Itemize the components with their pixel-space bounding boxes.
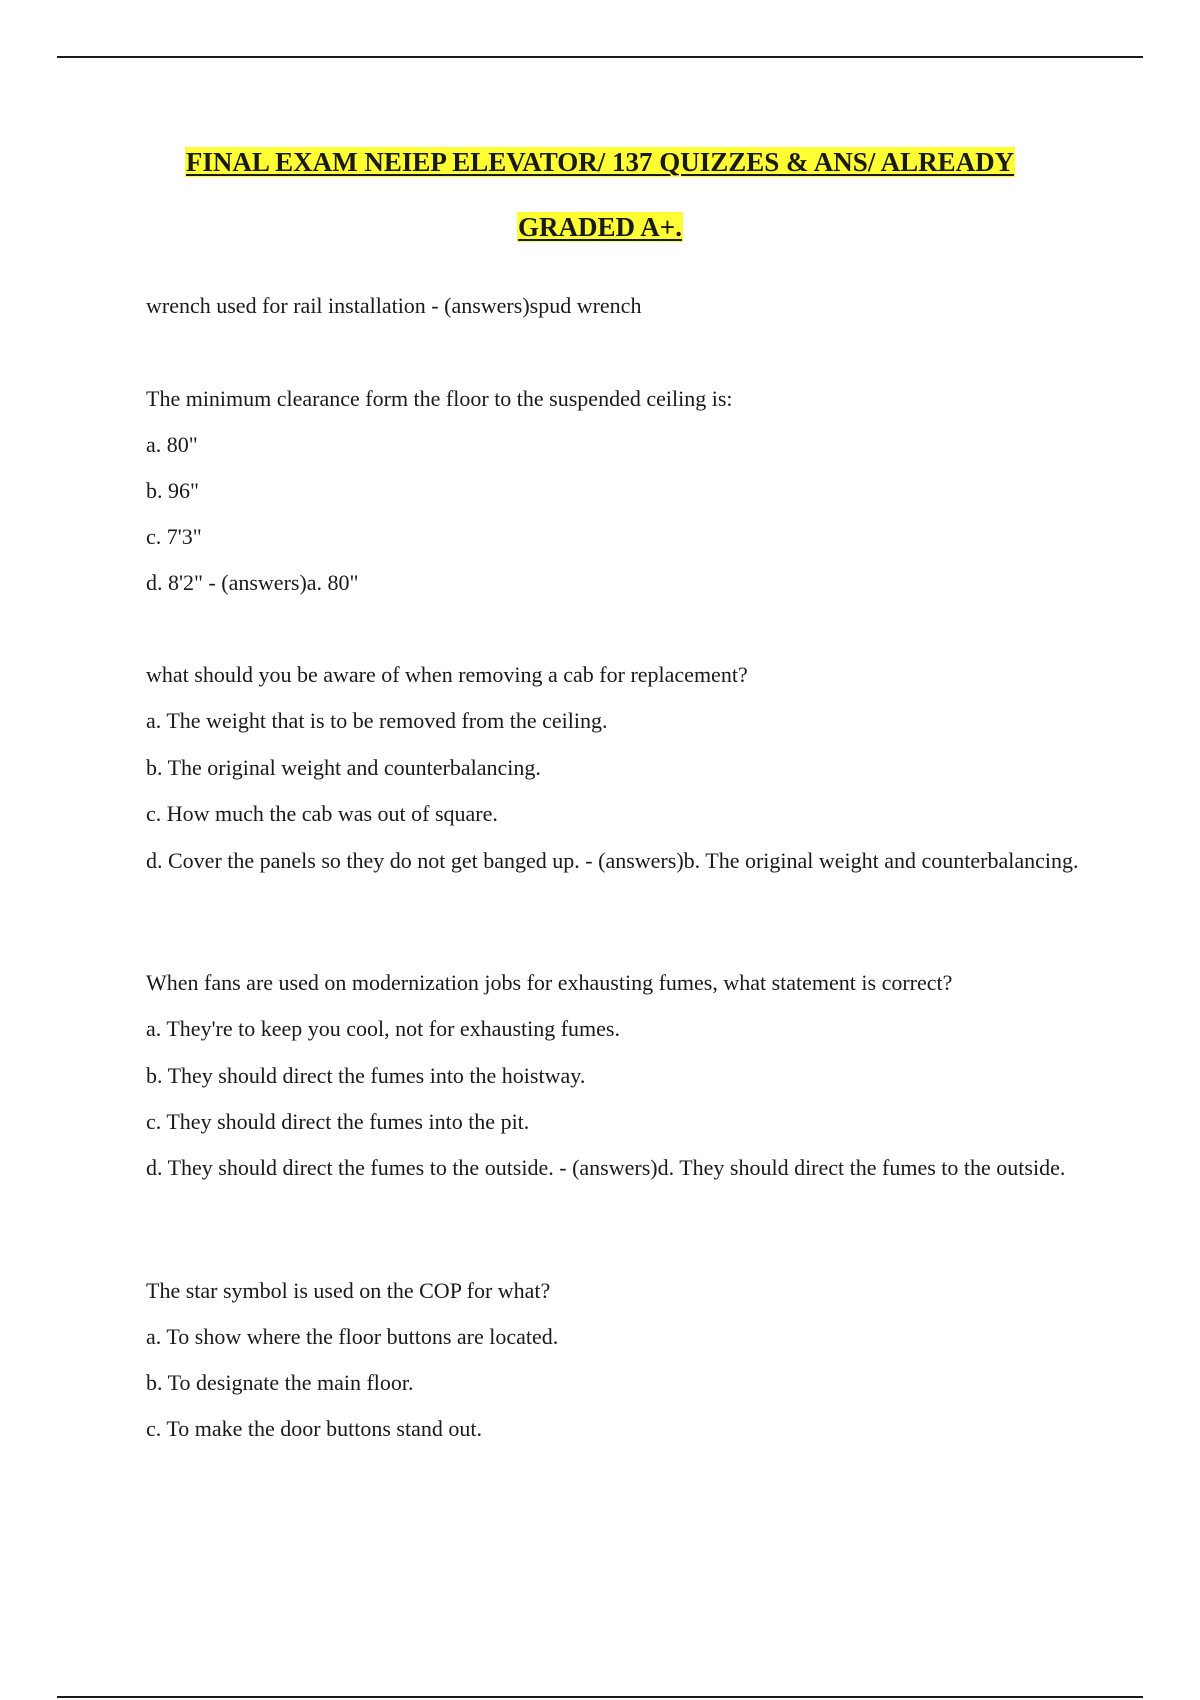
title-highlight-2: GRADED A+. bbox=[518, 212, 682, 242]
q3-question: what should you be aware of when removing a cab for replacement? bbox=[146, 662, 748, 687]
q4-option-a: a. They're to keep you cool, not for exhausting fumes. bbox=[146, 1016, 620, 1041]
q2-option-d: d. 8'2" - (answers)a. 80" bbox=[146, 570, 359, 595]
q2-option-b: b. 96" bbox=[146, 478, 199, 503]
q5-question: The star symbol is used on the COP for what? bbox=[146, 1278, 551, 1303]
title-highlight-1: FINAL EXAM NEIEP ELEVATOR/ 137 QUIZZES & ANS/ ALREADY bbox=[185, 147, 1015, 177]
q2-option-c: c. 7'3" bbox=[146, 524, 202, 549]
top-rule bbox=[57, 56, 1143, 58]
q4-option-c: c. They should direct the fumes into the pit. bbox=[146, 1109, 530, 1134]
document-title-line-1 bbox=[0, 146, 1200, 178]
q5-option-a: a. To show where the floor buttons are located. bbox=[146, 1324, 559, 1349]
q4-option-b: b. They should direct the fumes into the hoistway. bbox=[146, 1063, 586, 1088]
q5-option-b: b. To designate the main floor. bbox=[146, 1370, 414, 1395]
q1-text: wrench used for rail installation - (answers)spud wrench bbox=[146, 293, 642, 318]
q2-option-a: a. 80" bbox=[146, 432, 198, 457]
q3-option-a: a. The weight that is to be removed from the ceiling. bbox=[146, 708, 608, 733]
q3-option-b: b. The original weight and counterbalancing. bbox=[146, 755, 541, 780]
q3-option-d: d. Cover the panels so they do not get banged up. - (answers)b. The original weight and counterbalancing. bbox=[146, 848, 1079, 873]
q3-option-c: c. How much the cab was out of square. bbox=[146, 801, 498, 826]
q2-question: The minimum clearance form the floor to the suspended ceiling is: bbox=[146, 386, 733, 411]
q5-option-c: c. To make the door buttons stand out. bbox=[146, 1416, 482, 1441]
q4-option-d: d. They should direct the fumes to the outside. - (answers)d. They should direct the fumes to the outside. bbox=[146, 1155, 1066, 1180]
q4-question: When fans are used on modernization jobs for exhausting fumes, what statement is correct? bbox=[146, 970, 953, 995]
document-title-line-2 bbox=[0, 211, 1200, 243]
bottom-rule bbox=[57, 1696, 1143, 1698]
